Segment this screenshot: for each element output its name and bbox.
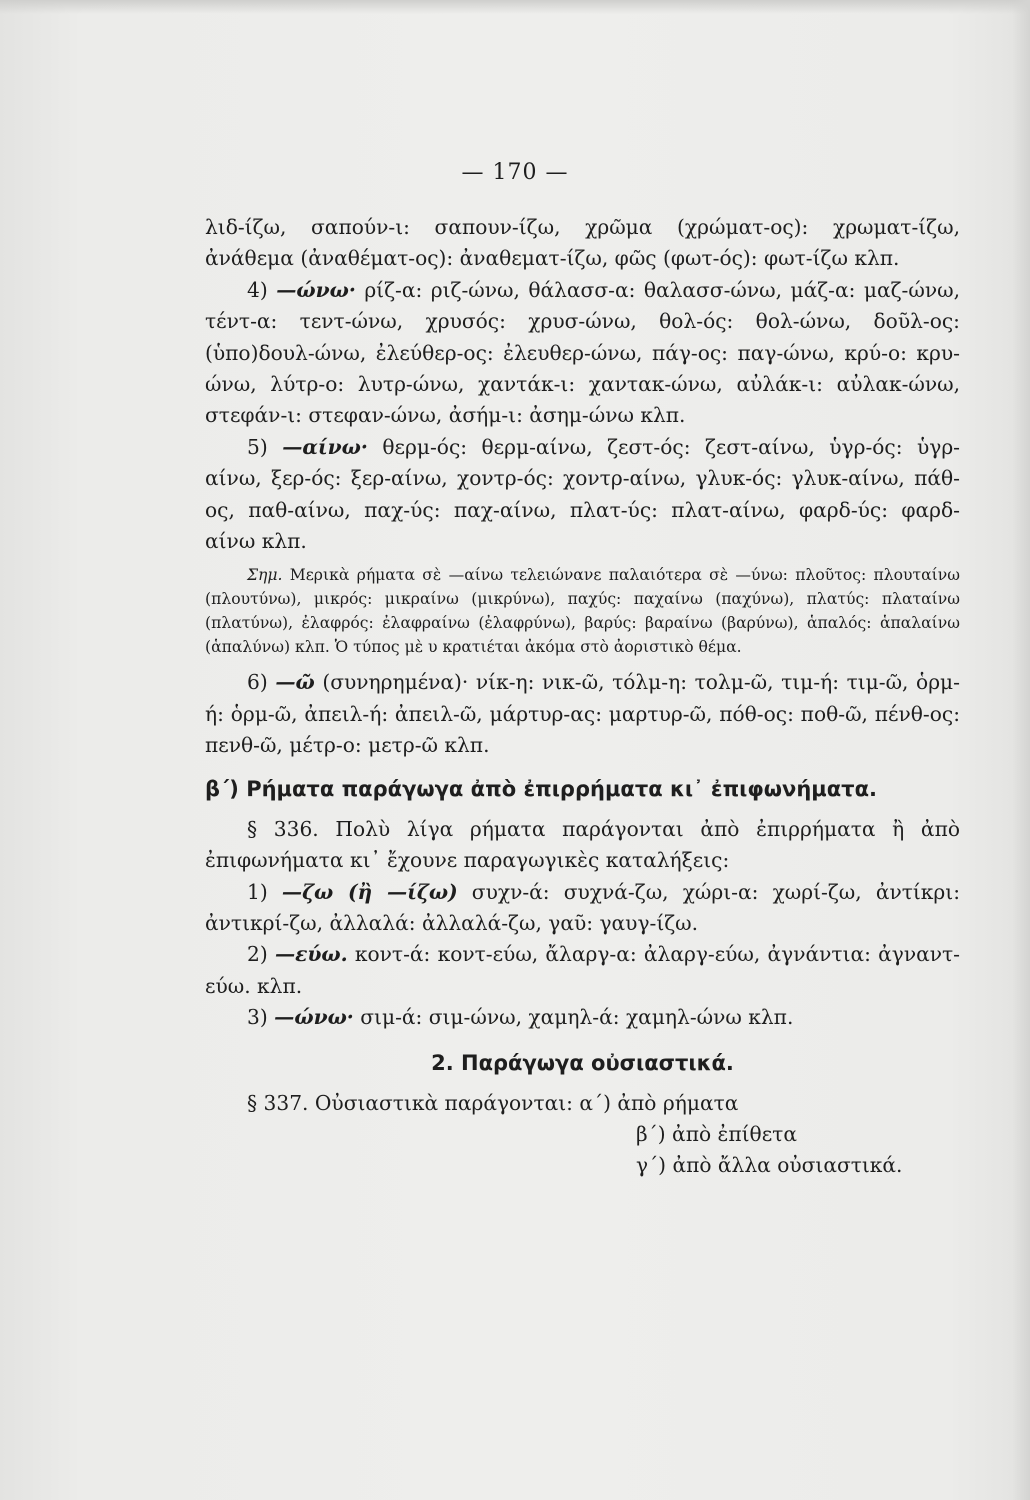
suffix-label: —εύω. — [274, 942, 348, 967]
paragraph-intro: λιδ-ίζω, σαπούν-ι: σαπουν-ίζω, χρῶμα (χρώματ-ος): χρωματ-ίζω, ἀνάθεμα (ἀναθέματ-ος): ἀναθεματ-ίζω, φῶς (φωτ-ός): φωτ-ίζω κλπ. — [205, 215, 960, 271]
paragraph-6 — [205, 667, 960, 761]
paragraph-lead: § 337. Οὐσιαστικὰ παράγονται: — [247, 1090, 573, 1115]
paragraph-4 — [205, 275, 960, 432]
paragraph-337 — [205, 1088, 960, 1119]
suffix-label: —ώνω· — [276, 277, 356, 302]
subitem-3 — [205, 1002, 960, 1033]
paragraph-336: § 336. Πολὺ λίγα ρήματα παράγονται ἀπὸ ἐπιρρήματα ἢ ἀπὸ ἐπιφωνήματα κι᾽ ἔχουνε παραγωγικὲς καταλήξεις: — [205, 816, 960, 873]
item-text: θερμ-ός: θερμ-αίνω, ζεστ-ός: ζεστ-αίνω, ὑγρ-ός: ὑγρ-αίνω, ξερ-ός: ξερ-αίνω, χοντρ-ός: χοντρ-αίνω, γλυκ-ός: γλυκ-αίνω, πάθ-ος, παθ-αίνω, παχ-ύς: παχ-αίνω, πλατ-ύς: πλατ-αίνω, φαρδ-ύς: φαρδ-αίνω κλπ. — [205, 434, 961, 554]
item-number: 3) — [247, 1005, 268, 1030]
suffix-label: —ώνω· — [274, 1005, 354, 1030]
item-text: ρίζ-α: ριζ-ώνω, θάλασσ-α: θαλασσ-ώνω, μάζ-α: μαζ-ώνω, τέντ-α: τεντ-ώνω, χρυσός: χρυσ-ώνω, θολ-ός: θολ-ώνω, δοῦλ-ος: (ὑπο)δουλ-ώνω, ἐλεύθερ-ος: ἐλευθερ-ώνω, πάγ-ος: παγ-ώνω, κρύ-ο: κρυ-ώνω, λύτρ-ο: λυτρ-ώνω, χαντάκ-ι: χαντακ-ώνω, αὐλάκ-ι: αὐλακ-ώνω, στεφάν-ι: στεφαν-ώνω, ἀσήμ-ι: ἀσημ-ώνω κλπ. — [205, 277, 960, 428]
item-number: 1) — [247, 879, 268, 904]
list-line — [205, 1150, 960, 1181]
suffix-label: —αίνω· — [282, 434, 368, 459]
item-number: 5) — [247, 434, 268, 459]
page-body — [205, 212, 960, 1182]
section-heading-2: 2. Παράγωγα οὐσιαστικά. — [431, 1050, 734, 1075]
page-number: — 170 — — [461, 160, 569, 185]
item-text: (συνηρημένα)· νίκ-η: νικ-ῶ, τόλμ-η: τολμ-ῶ, τιμ-ή: τιμ-ῶ, ὁρμ-ή: ὁρμ-ῶ, ἀπειλ-ή: ἀπειλ-ῶ, μάρτυρ-ας: μαρτυρ-ῶ, πόθ-ος: ποθ-ῶ, πένθ-ος: πενθ-ῶ, μέτρ-ο: μετρ-ῶ κλπ. — [205, 670, 961, 758]
list-item: β΄) ἀπὸ ἐπίθετα — [636, 1121, 797, 1146]
section-heading-b: β΄) Ρήματα παράγωγα ἀπὸ ἐπιρρήματα κι᾽ ἐπιφωνήματα. — [205, 776, 877, 801]
scan-edge-top — [0, 0, 1030, 14]
list-item: α΄) ἀπὸ ρήματα — [579, 1090, 739, 1115]
list-item: γ΄) ἀπὸ ἄλλα οὐσιαστικά. — [636, 1153, 903, 1178]
item-text: κοντ-ά: κοντ-εύω, ἄλαργ-α: ἀλαργ-εύω, ἀγνάντια: ἀγναντ-εύω. κλπ. — [205, 942, 960, 998]
note — [205, 563, 960, 659]
subitem-2 — [205, 939, 960, 1002]
item-number: 4) — [247, 277, 268, 302]
item-number: 6) — [247, 670, 268, 695]
item-number: 2) — [247, 942, 268, 967]
list-line — [205, 1119, 960, 1150]
item-text: συχν-ά: συχνά-ζω, χώρι-α: χωρί-ζω, ἀντίκρι: ἀντικρί-ζω, ἀλλαλά: ἀλλαλά-ζω, γαῦ: γαυγ-ίζω. — [205, 879, 961, 935]
suffix-label: —ῶ — [275, 670, 315, 695]
suffix-label: —ζω (ἢ —ίζω) — [281, 879, 458, 904]
subitem-1 — [205, 877, 960, 940]
note-text: Μερικὰ ρήματα σὲ —αίνω τελειώνανε παλαιότερα σὲ —ύνω: πλοῦτος: πλουταίνω (πλουτύνω), μικρός: μικραίνω (μικρύνω), παχύς: παχαίνω (παχύνω), πλατύς: πλαταίνω (πλατύνω), ἐλαφρός: ἐλαφραίνω (ἐλαφρύνω), βαρύς: βαραίνω (βαρύνω), ἁπαλός: ἁπαλαίνω (ἁπαλύνω) κλπ. Ὁ τύπος μὲ υ κρατιέται ἀκόμα στὸ ἀοριστικὸ θέμα. — [205, 566, 960, 657]
note-label: Σημ. — [247, 566, 283, 585]
paragraph-5 — [205, 432, 960, 558]
scan-edge-right — [1012, 0, 1030, 1500]
item-text: σιμ-ά: σιμ-ώνω, χαμηλ-ά: χαμηλ-ώνω κλπ. — [360, 1005, 794, 1030]
